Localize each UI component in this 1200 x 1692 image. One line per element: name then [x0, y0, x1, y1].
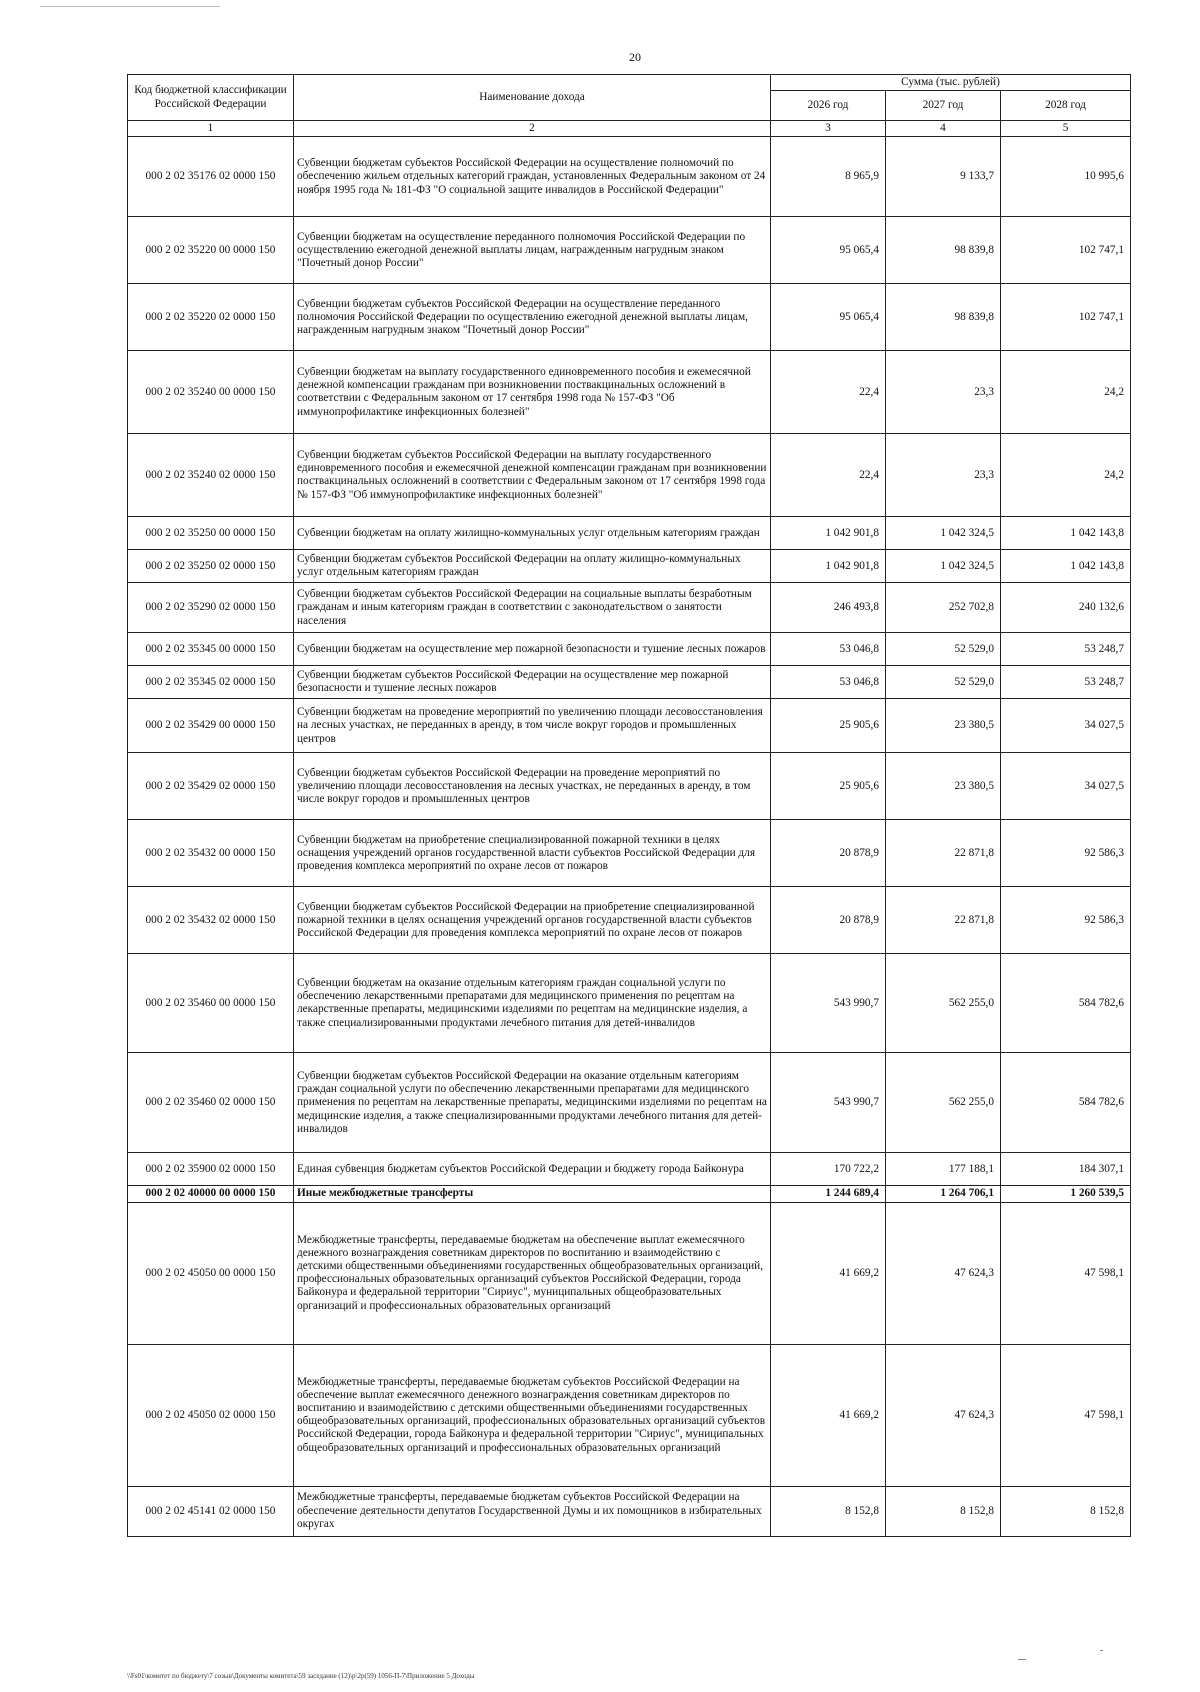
scan-mark: [1018, 1659, 1026, 1660]
row-code: 000 2 02 35220 02 0000 150: [128, 284, 294, 351]
row-name: Субвенции бюджетам субъектов Российской Федерации на осуществление полномочий по обеспечению жильем отдельных категорий граждан, установленных Федеральным законом от 24 ноября 1995 года № 181-ФЗ "О социальной защите инвалидов в Российской Федерации": [294, 137, 771, 217]
row-value-2027: 1 042 324,5: [886, 550, 1001, 583]
row-value-2028: 92 586,3: [1001, 820, 1131, 887]
table-row: [128, 583, 1131, 633]
row-name: Субвенции бюджетам субъектов Российской Федерации на социальные выплаты безработным гражданам и иным категориям граждан в соответствии с законодательством о занятости населения: [294, 583, 771, 633]
row-value-2028: 102 747,1: [1001, 217, 1131, 284]
budget-table: [127, 74, 1131, 1537]
row-value-2028: 47 598,1: [1001, 1202, 1131, 1344]
row-name: Межбюджетные трансферты, передаваемые бюджетам субъектов Российской Федерации на обеспечение деятельности депутатов Государственной Думы и их помощников в избирательных округах: [294, 1486, 771, 1536]
row-value-2028: 240 132,6: [1001, 583, 1131, 633]
row-code: 000 2 02 35460 02 0000 150: [128, 1053, 294, 1153]
table-row: [128, 1486, 1131, 1536]
footer-file-path: \\Fs01\комитет по бюджету\7 созыв\Документы комитета\59 заседание (12)\р\2р(59) 1056-П-7\Приложение 5 Доходы: [127, 1672, 475, 1680]
row-value-2026: 20 878,9: [771, 820, 886, 887]
row-value-2027: 23,3: [886, 434, 1001, 517]
column-number: 2: [294, 121, 771, 137]
table-row: [128, 1344, 1131, 1486]
column-number: 5: [1001, 121, 1131, 137]
row-code: 000 2 02 35460 00 0000 150: [128, 954, 294, 1053]
table-row: [128, 1153, 1131, 1186]
table-row: [128, 434, 1131, 517]
row-value-2027: 23 380,5: [886, 753, 1001, 820]
row-name: Межбюджетные трансферты, передаваемые бюджетам на обеспечение выплат ежемесячного денежного вознаграждения советникам директоров по воспитанию и взаимодействию с детскими общественными объединениями государственных общеобразовательных организаций, профессиональных образовательных организаций субъектов Российской Федерации, города Байконура и федеральной территории "Сириус", муниципальных общеобразовательных организаций и профессиональных образовательных организаций: [294, 1202, 771, 1344]
row-name: Субвенции бюджетам субъектов Российской Федерации на осуществление переданного полномочия Российской Федерации по осуществлению ежегодной денежной выплаты лицам, награжденным нагрудным знаком "Почетный донор России": [294, 284, 771, 351]
row-value-2026: 25 905,6: [771, 699, 886, 753]
row-value-2026: 8 965,9: [771, 137, 886, 217]
table-row: [128, 633, 1131, 666]
row-code: 000 2 02 35250 00 0000 150: [128, 517, 294, 550]
row-name: Субвенции бюджетам субъектов Российской Федерации на проведение мероприятий по увеличению площади лесовосстановления на лесных участках, не переданных в аренду, в том числе вокруг городов и промышленных центров: [294, 753, 771, 820]
column-number: 3: [771, 121, 886, 137]
row-value-2027: 47 624,3: [886, 1202, 1001, 1344]
row-value-2027: 22 871,8: [886, 820, 1001, 887]
table-row-subtotal: [128, 1186, 1131, 1202]
row-name: Субвенции бюджетам субъектов Российской Федерации на оказание отдельным категориям граждан социальной услуги по обеспечению лекарственными препаратами для медицинского применения по рецептам на лекарственные препараты, медицинскими изделиями по рецептам на медицинские изделия, а также специализированными продуктами лечебного питания для детей-инвалидов: [294, 1053, 771, 1153]
row-name: Субвенции бюджетам на выплату государственного единовременного пособия и ежемесячной денежной компенсации гражданам при возникновении поствакцинальных осложнений в соответствии с Федеральным законом от 17 сентября 1998 года № 157-ФЗ "Об иммунопрофилактике инфекционных болезней": [294, 351, 771, 434]
header-code: Код бюджетной классификации Российской Федерации: [128, 75, 294, 121]
row-code: 000 2 02 35432 00 0000 150: [128, 820, 294, 887]
row-value-2027: 98 839,8: [886, 284, 1001, 351]
row-value-2027: 52 529,0: [886, 666, 1001, 699]
row-value-2027: 252 702,8: [886, 583, 1001, 633]
row-value-2026: 20 878,9: [771, 887, 886, 954]
row-value-2027: 47 624,3: [886, 1344, 1001, 1486]
row-value-2028: 8 152,8: [1001, 1486, 1131, 1536]
row-name: Субвенции бюджетам субъектов Российской Федерации на выплату государственного единовременного пособия и ежемесячной денежной компенсации гражданам при возникновении поствакцинальных осложнений в соответствии с Федеральным законом от 17 сентября 1998 года № 157-ФЗ "Об иммунопрофилактике инфекционных болезней": [294, 434, 771, 517]
row-value-2026: 1 244 689,4: [771, 1186, 886, 1202]
row-value-2026: 22,4: [771, 434, 886, 517]
row-value-2027: 98 839,8: [886, 217, 1001, 284]
row-code: 000 2 02 35290 02 0000 150: [128, 583, 294, 633]
table-row: [128, 550, 1131, 583]
row-value-2027: 52 529,0: [886, 633, 1001, 666]
table-row: [128, 753, 1131, 820]
row-value-2028: 53 248,7: [1001, 633, 1131, 666]
row-value-2026: 53 046,8: [771, 633, 886, 666]
table-row: [128, 820, 1131, 887]
column-number: 1: [128, 121, 294, 137]
row-value-2028: 1 042 143,8: [1001, 550, 1131, 583]
row-value-2028: 1 042 143,8: [1001, 517, 1131, 550]
row-value-2028: 184 307,1: [1001, 1153, 1131, 1186]
row-value-2026: 1 042 901,8: [771, 517, 886, 550]
page-number: 20: [629, 50, 641, 64]
row-code: 000 2 02 35345 00 0000 150: [128, 633, 294, 666]
row-name: Субвенции бюджетам субъектов Российской Федерации на оплату жилищно-коммунальных услуг отдельным категориям граждан: [294, 550, 771, 583]
row-value-2027: 562 255,0: [886, 1053, 1001, 1153]
row-value-2027: 562 255,0: [886, 954, 1001, 1053]
row-value-2026: 22,4: [771, 351, 886, 434]
table-row: [128, 954, 1131, 1053]
row-value-2028: 584 782,6: [1001, 954, 1131, 1053]
row-code: 000 2 02 35250 02 0000 150: [128, 550, 294, 583]
row-value-2026: 25 905,6: [771, 753, 886, 820]
table-row: [128, 351, 1131, 434]
row-code: 000 2 02 35240 00 0000 150: [128, 351, 294, 434]
row-value-2028: 10 995,6: [1001, 137, 1131, 217]
row-name: Единая субвенция бюджетам субъектов Российской Федерации и бюджету города Байконура: [294, 1153, 771, 1186]
row-value-2028: 53 248,7: [1001, 666, 1131, 699]
row-value-2027: 1 264 706,1: [886, 1186, 1001, 1202]
row-value-2026: 95 065,4: [771, 217, 886, 284]
row-value-2028: 24,2: [1001, 351, 1131, 434]
table-row: [128, 517, 1131, 550]
row-name: Иные межбюджетные трансферты: [294, 1186, 771, 1202]
header-name: Наименование дохода: [294, 75, 771, 121]
row-value-2026: 53 046,8: [771, 666, 886, 699]
table-row: [128, 217, 1131, 284]
row-value-2026: 543 990,7: [771, 1053, 886, 1153]
header-year-2026: 2026 год: [771, 91, 886, 121]
row-name: Субвенции бюджетам на проведение мероприятий по увеличению площади лесовосстановления на лесных участках, не переданных в аренду, в том числе вокруг городов и промышленных центров: [294, 699, 771, 753]
row-name: Субвенции бюджетам субъектов Российской Федерации на осуществление мер пожарной безопасности и тушение лесных пожаров: [294, 666, 771, 699]
row-code: 000 2 02 35240 02 0000 150: [128, 434, 294, 517]
row-value-2028: 47 598,1: [1001, 1344, 1131, 1486]
row-code: 000 2 02 45050 00 0000 150: [128, 1202, 294, 1344]
row-value-2028: 34 027,5: [1001, 753, 1131, 820]
row-value-2028: 102 747,1: [1001, 284, 1131, 351]
scan-mark: [40, 6, 220, 7]
table-row: [128, 887, 1131, 954]
row-value-2027: 23 380,5: [886, 699, 1001, 753]
row-code: 000 2 02 35900 02 0000 150: [128, 1153, 294, 1186]
column-number: 4: [886, 121, 1001, 137]
row-value-2026: 543 990,7: [771, 954, 886, 1053]
row-value-2026: 1 042 901,8: [771, 550, 886, 583]
row-value-2028: 24,2: [1001, 434, 1131, 517]
row-name: Межбюджетные трансферты, передаваемые бюджетам субъектов Российской Федерации на обеспечение выплат ежемесячного денежного вознаграждения советникам директоров по воспитанию и взаимодействию с детскими общественными объединениями государственных общеобразовательных организаций, профессиональных образовательных организаций субъектов Российской Федерации, города Байконура и федеральной территории "Сириус", муниципальных общеобразовательных организаций и профессиональных образовательных организаций: [294, 1344, 771, 1486]
row-name: Субвенции бюджетам на осуществление мер пожарной безопасности и тушение лесных пожаров: [294, 633, 771, 666]
row-value-2026: 170 722,2: [771, 1153, 886, 1186]
row-name: Субвенции бюджетам на оплату жилищно-коммунальных услуг отдельным категориям граждан: [294, 517, 771, 550]
row-value-2027: 177 188,1: [886, 1153, 1001, 1186]
header-year-2028: 2028 год: [1001, 91, 1131, 121]
row-value-2027: 1 042 324,5: [886, 517, 1001, 550]
table-row: [128, 666, 1131, 699]
table-row: [128, 284, 1131, 351]
table-row: [128, 137, 1131, 217]
row-value-2028: 34 027,5: [1001, 699, 1131, 753]
row-value-2028: 584 782,6: [1001, 1053, 1131, 1153]
row-value-2026: 41 669,2: [771, 1202, 886, 1344]
row-value-2027: 9 133,7: [886, 137, 1001, 217]
row-code: 000 2 02 45050 02 0000 150: [128, 1344, 294, 1486]
row-code: 000 2 02 35176 02 0000 150: [128, 137, 294, 217]
row-value-2027: 22 871,8: [886, 887, 1001, 954]
row-name: Субвенции бюджетам на приобретение специализированной пожарной техники в целях оснащения учреждений органов государственной власти субъектов Российской Федерации для проведения комплекса мероприятий по охране лесов от пожаров: [294, 820, 771, 887]
table-row: [128, 1202, 1131, 1344]
row-name: Субвенции бюджетам на осуществление переданного полномочия Российской Федерации по осуществлению ежегодной денежной выплаты лицам, награжденным нагрудным знаком "Почетный донор России": [294, 217, 771, 284]
row-value-2027: 23,3: [886, 351, 1001, 434]
row-value-2026: 41 669,2: [771, 1344, 886, 1486]
row-value-2026: 246 493,8: [771, 583, 886, 633]
table-row: [128, 1053, 1131, 1153]
row-code: 000 2 02 40000 00 0000 150: [128, 1186, 294, 1202]
row-value-2028: 1 260 539,5: [1001, 1186, 1131, 1202]
row-code: 000 2 02 45141 02 0000 150: [128, 1486, 294, 1536]
row-name: Субвенции бюджетам на оказание отдельным категориям граждан социальной услуги по обеспечению лекарственными препаратами для медицинского применения по рецептам на лекарственные препараты, медицинскими изделиями по рецептам на медицинские изделия, а также специализированными продуктами лечебного питания для детей-инвалидов: [294, 954, 771, 1053]
column-number-row: [128, 121, 1131, 137]
row-name: Субвенции бюджетам субъектов Российской Федерации на приобретение специализированной пожарной техники в целях оснащения учреждений органов государственной власти субъектов Российской Федерации для проведения комплекса мероприятий по охране лесов от пожаров: [294, 887, 771, 954]
row-code: 000 2 02 35345 02 0000 150: [128, 666, 294, 699]
row-code: 000 2 02 35429 02 0000 150: [128, 753, 294, 820]
row-code: 000 2 02 35432 02 0000 150: [128, 887, 294, 954]
row-code: 000 2 02 35429 00 0000 150: [128, 699, 294, 753]
row-value-2026: 8 152,8: [771, 1486, 886, 1536]
header-sum: Сумма (тыс. рублей): [771, 75, 1131, 91]
scan-mark: [1100, 1650, 1103, 1651]
table-row: [128, 699, 1131, 753]
row-value-2026: 95 065,4: [771, 284, 886, 351]
row-code: 000 2 02 35220 00 0000 150: [128, 217, 294, 284]
row-value-2028: 92 586,3: [1001, 887, 1131, 954]
row-value-2027: 8 152,8: [886, 1486, 1001, 1536]
header-year-2027: 2027 год: [886, 91, 1001, 121]
